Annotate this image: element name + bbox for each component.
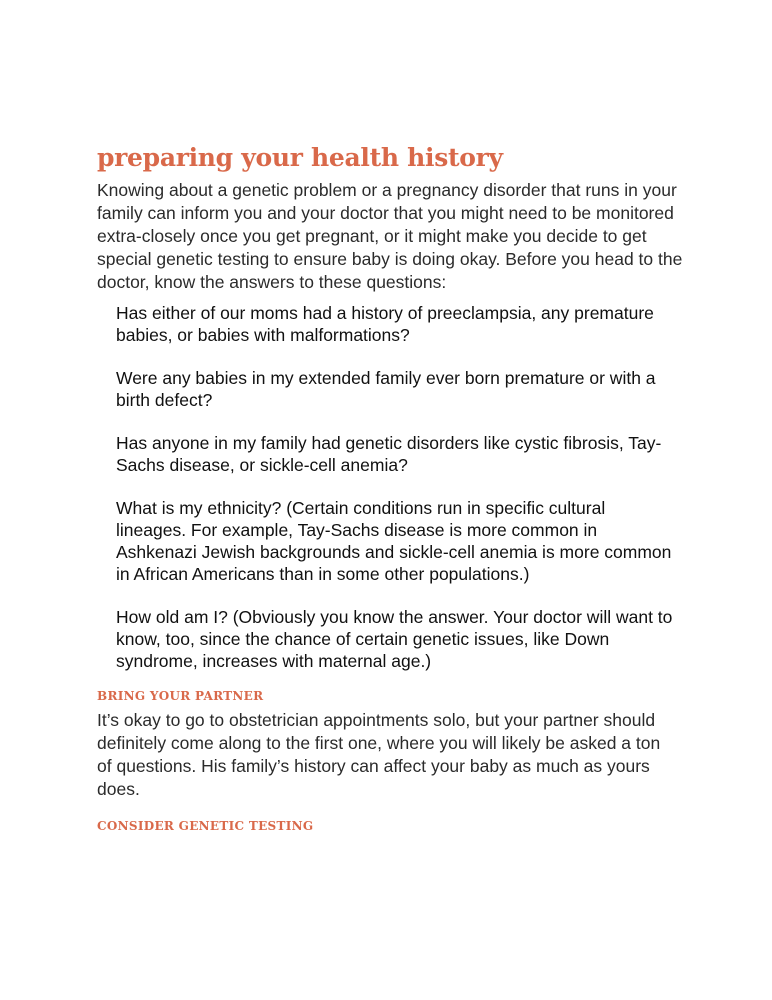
bring-partner-heading: BRING YOUR PARTNER [97,689,264,703]
question-item: Were any babies in my extended family ever born premature or with a birth defect? [116,368,656,410]
question-item: What is my ethnicity? (Certain conditions run in specific cultural lineages. For example, Tay-Sachs disease is more common in Ashkenazi Jewish backgrounds and sickle-cell anemia is more common in African Americans than in some other populations.) [116,498,672,584]
question-list [97,302,687,672]
question-item: Has anyone in my family had genetic disorders like cystic fibrosis, Tay-Sachs disease, or sickle-cell anemia? [116,433,662,475]
section-title: preparing your health history [97,143,503,172]
page-content [97,142,687,834]
bring-partner-paragraph: It’s okay to go to obstetrician appointments solo, but your partner should definitely come along to the first one, where you will likely be asked a ton of questions. His family’s history can affect your baby as much as yours does. [97,710,661,799]
question-item: Has either of our moms had a history of preeclampsia, any premature babies, or babies with malformations? [116,303,654,345]
intro-paragraph: Knowing about a genetic problem or a pregnancy disorder that runs in your family can inform you and your doctor that you might need to be monitored extra-closely once you get pregnant, or it might make you decide to get special genetic testing to ensure baby is doing okay. Before you head to the doctor, know the answers to these questions: [97,180,683,292]
question-item: How old am I? (Obviously you know the answer. Your doctor will want to know, too, since the chance of certain genetic issues, like Down syndrome, increases with maternal age.) [116,607,673,671]
genetic-testing-heading: CONSIDER GENETIC TESTING [97,819,314,833]
